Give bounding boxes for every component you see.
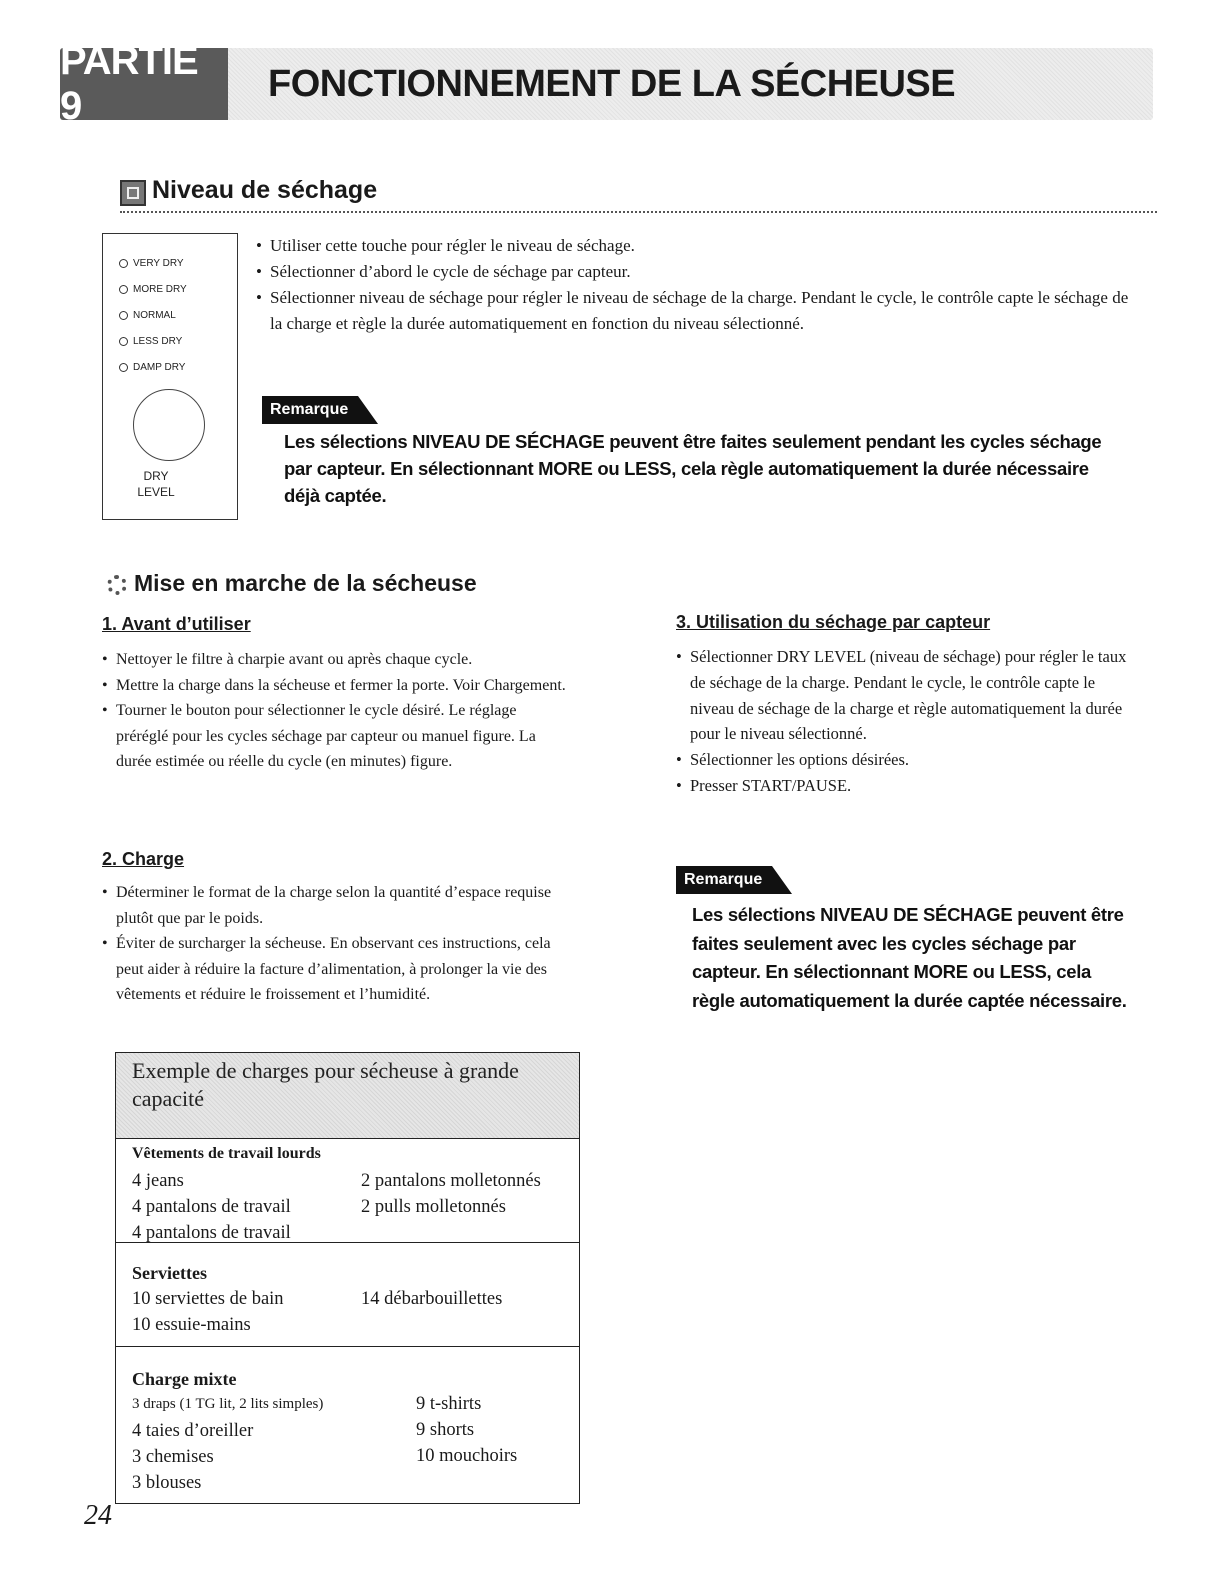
table-cell: 9 t-shirts [416, 1394, 482, 1414]
radio-icon [119, 259, 128, 268]
note-tag: Remarque [676, 866, 792, 894]
step3-heading: 3. Utilisation du séchage par capteur [676, 612, 991, 632]
radio-icon [119, 285, 128, 294]
table-cell: 10 mouchoirs [416, 1446, 518, 1466]
section-rule [120, 211, 1157, 213]
note-text: Les sélections NIVEAU DE SÉCHAGE peuvent être faites seulement pendant les cycles séchage par capteur. En sélectionnant MORE ou LESS, cela règle automatiquement la durée nécessaire déjà captée. [284, 431, 1102, 506]
knob-label-dry: DRY [143, 469, 169, 483]
table-cell: 3 draps (1 TG lit, 2 lits simples) [132, 1396, 324, 1412]
list-item: • Tourner le bouton pour sélectionner le cycle désiré. Le réglage préréglé pour les cycles séchage par capteur ou manuel figure. La durée estimée ou réelle du cycle (en minutes) figure. [102, 702, 536, 770]
list-item: • Éviter de surcharger la sécheuse. En observant ces instructions, cela peut aider à réduire la facture d’alimentation, à prolonger la vie des vêtements et réduire le froissement et l’humidité. [102, 935, 551, 1003]
table-cell: 10 serviettes de bain [132, 1289, 284, 1309]
table-cell: 9 shorts [416, 1420, 475, 1440]
list-item: • Mettre la charge dans la sécheuse et fermer la porte. Voir Chargement. [102, 676, 566, 694]
radio-icon [119, 311, 128, 320]
table-cell: 3 chemises [132, 1447, 214, 1467]
group-heading: Vêtements de travail lourds [132, 1145, 321, 1162]
dry-level-bullets [256, 233, 1136, 337]
section-title-start: Mise en marche de la sécheuse [134, 570, 477, 596]
table-cell: 4 pantalons de travail [132, 1197, 291, 1217]
step1-heading: 1. Avant d’utiliser [102, 614, 251, 634]
radio-icon [119, 363, 128, 372]
radio-icon [119, 337, 128, 346]
list-item: • Déterminer le format de la charge selon la quantité d’espace requise plutôt que par le poids. [102, 884, 552, 927]
list-item: • Presser START/PAUSE. [676, 775, 852, 795]
load-examples-table [115, 1052, 580, 1504]
page-title: FONCTIONNEMENT DE LA SÉCHEUSE [268, 62, 956, 105]
option-damp-dry: DAMP DRY [119, 362, 185, 373]
section-title-dry-level: Niveau de séchage [152, 176, 378, 204]
option-very-dry: VERY DRY [119, 258, 184, 269]
table-cell: 14 débarbouillettes [361, 1289, 503, 1309]
list-item: • Sélectionner DRY LEVEL (niveau de séchage) pour régler le taux de séchage de la charge. Pendant le cycle, le contrôle capte le niveau de séchage de la charge et règle automatiquement la durée pour le niveau sélectionné. [676, 647, 1127, 744]
section-icon [120, 180, 146, 206]
table-cell: 3 blouses [132, 1473, 202, 1493]
table-group [116, 1243, 579, 1347]
table-cell: 10 essuie-mains [132, 1315, 251, 1335]
step1-list [102, 647, 572, 775]
table-cell: 2 pulls molletonnés [361, 1197, 506, 1217]
table-cell: 4 pantalons de travail [132, 1223, 291, 1243]
list-item: • Sélectionner les options désirées. [676, 750, 910, 770]
step2-heading: 2. Charge [102, 849, 185, 869]
step3-list [676, 644, 1131, 799]
page-number: 24 [84, 1500, 112, 1531]
table-title: Exemple de charges pour sécheuse à grande capacité [132, 1058, 519, 1111]
note-tag: Remarque [262, 396, 378, 424]
group-heading: Charge mixte [132, 1369, 237, 1389]
list-item: • Nettoyer le filtre à charpie avant ou après chaque cycle. [102, 651, 473, 668]
list-item: • Sélectionner niveau de séchage pour régler le niveau de séchage de la charge. Pendant le cycle, le contrôle capte le séchage de la charge et règle la durée automatiquement en fonction du niveau sélectionné. [256, 288, 1129, 333]
table-cell: 4 jeans [132, 1171, 184, 1191]
table-group [116, 1139, 579, 1243]
list-item: • Sélectionner d’abord le cycle de séchage par capteur. [256, 262, 631, 281]
dry-level-knob-icon [133, 389, 205, 461]
group-heading: Serviettes [132, 1263, 207, 1283]
table-group [116, 1347, 579, 1505]
step2-list [102, 880, 572, 1008]
option-normal: NORMAL [119, 310, 176, 321]
option-more-dry: MORE DRY [119, 284, 187, 295]
dry-level-panel [102, 233, 238, 520]
table-header [116, 1053, 579, 1139]
table-cell: 4 taies d’oreiller [132, 1421, 254, 1441]
knob-label-level: LEVEL [137, 485, 175, 499]
list-item: • Utiliser cette touche pour régler le niveau de séchage. [256, 236, 635, 255]
note-text: Les sélections NIVEAU DE SÉCHAGE peuvent être faites seulement avec les cycles séchage par capteur. En sélectionnant MORE ou LESS, cela règle automatiquement la durée captée nécessaire. [692, 904, 1127, 1011]
table-cell: 2 pantalons molletonnés [361, 1171, 541, 1191]
part-label: PARTIE 9 [60, 48, 228, 120]
gear-icon [107, 575, 127, 595]
option-less-dry: LESS DRY [119, 336, 182, 347]
